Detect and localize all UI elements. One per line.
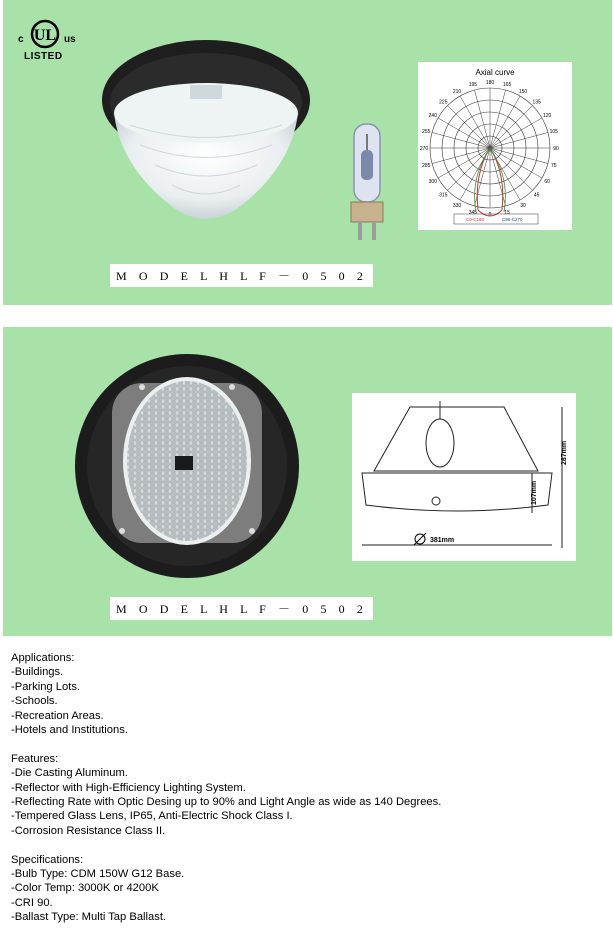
bulb-image — [345, 120, 390, 242]
application-item: -Buildings. — [11, 666, 64, 679]
feature-item: -Die Casting Aluminum. — [11, 767, 128, 780]
axial-angle-label: 285 — [422, 163, 431, 170]
axial-spoke — [490, 118, 542, 148]
axial-angle-label: 15 — [504, 209, 510, 216]
applications-section — [11, 651, 441, 737]
application-item: -Recreation Areas. — [11, 709, 104, 722]
axial-spoke — [460, 96, 490, 148]
axial-angle-label: 210 — [452, 88, 462, 95]
feature-item: -Reflecting Rate with Optic Desing up to 90% and Light Angle as wide as 140 Degrees. — [11, 796, 442, 809]
features-section — [11, 752, 441, 838]
applications-heading: Applications: — [11, 652, 75, 664]
dim-diameter: 381mm — [430, 537, 455, 544]
axial-angle-label: 30 — [520, 203, 526, 210]
specification-item: -Color Temp: 3000K or 4200K — [11, 882, 159, 895]
axial-angle-label: 165 — [502, 82, 512, 89]
specification-item: -Ballast Type: Multi Tap Ballast. — [11, 911, 167, 924]
feature-item: -Reflector with High-Efficiency Lighting System. — [11, 781, 246, 794]
axial-angle-label: 135 — [532, 99, 541, 106]
axial-angle-label: 255 — [422, 128, 431, 135]
axial-spoke — [474, 90, 490, 148]
axial-spoke — [448, 148, 490, 190]
axial-angle-label: 60 — [544, 179, 550, 185]
axial-angle-label: 105 — [549, 128, 558, 135]
axial-angle-label: 45 — [533, 192, 540, 199]
dim-height-total: 287mm — [561, 440, 568, 465]
application-item: -Schools. — [11, 695, 58, 708]
axial-angle-label: 75 — [550, 163, 557, 170]
axial-curve-title: Axial curve — [475, 68, 515, 77]
specification-item: -CRI 90. — [11, 896, 53, 909]
features-heading: Features: — [11, 752, 59, 765]
application-item: -Hotels and Institutions. — [11, 724, 128, 737]
axial-angle-label: 195 — [468, 82, 478, 89]
axial-spoke — [432, 148, 490, 164]
ul-listed-text: LISTED — [24, 51, 63, 62]
dimension-drawing — [352, 393, 576, 561]
axial-angle-label: 240 — [428, 113, 438, 119]
dim-height-base: 107mm — [531, 480, 538, 505]
legend-c90-c270: C90-C270 — [502, 217, 523, 222]
axial-angle-label: 300 — [428, 179, 438, 185]
axial-angle-label: 330 — [452, 203, 462, 210]
specification-item: -Bulb Type: CDM 150W G12 Base. — [11, 868, 185, 881]
ul-us-text: us — [64, 34, 76, 45]
axial-curve-diagram — [418, 62, 572, 230]
axial-angle-label: 345 — [468, 209, 478, 216]
axial-angle-label: 270 — [419, 146, 429, 152]
ul-c-text: c — [18, 34, 24, 45]
axial-angle-label: 180 — [485, 80, 495, 86]
axial-angle-label: 225 — [439, 99, 448, 106]
axial-spoke — [448, 106, 490, 148]
application-item: -Parking Lots. — [11, 680, 81, 693]
axial-angle-label: 315 — [439, 192, 448, 199]
model-label-bottom: M O D E L H L F － 0 5 0 2 — [110, 597, 373, 620]
axial-angle-label: 90 — [553, 146, 559, 152]
axial-angle-label: 0 — [488, 212, 492, 218]
axial-spoke — [490, 106, 532, 148]
feature-item: -Corrosion Resistance Class II. — [11, 824, 166, 837]
fixture-back-image — [72, 353, 302, 579]
axial-angle-label: 120 — [542, 113, 552, 119]
specifications-heading: Specifications: — [11, 853, 84, 866]
axial-spoke — [490, 148, 532, 190]
model-label-top: M O D E L H L F － 0 5 0 2 — [110, 264, 373, 287]
ul-center-text: UL — [33, 27, 57, 44]
product-description — [11, 651, 441, 939]
axial-spoke — [490, 148, 548, 164]
feature-item: -Tempered Glass Lens, IP65, Anti-Electric Shock Class I. — [11, 810, 293, 823]
specifications-section — [11, 853, 441, 925]
axial-angle-label: 150 — [518, 88, 528, 95]
axial-spoke — [490, 132, 548, 148]
legend-c0-c180: C0-C180 — [466, 217, 485, 222]
axial-spoke — [490, 90, 506, 148]
axial-spoke — [438, 118, 490, 148]
fixture-front-image — [100, 15, 312, 235]
axial-spoke — [432, 132, 490, 148]
axial-spoke — [490, 96, 520, 148]
